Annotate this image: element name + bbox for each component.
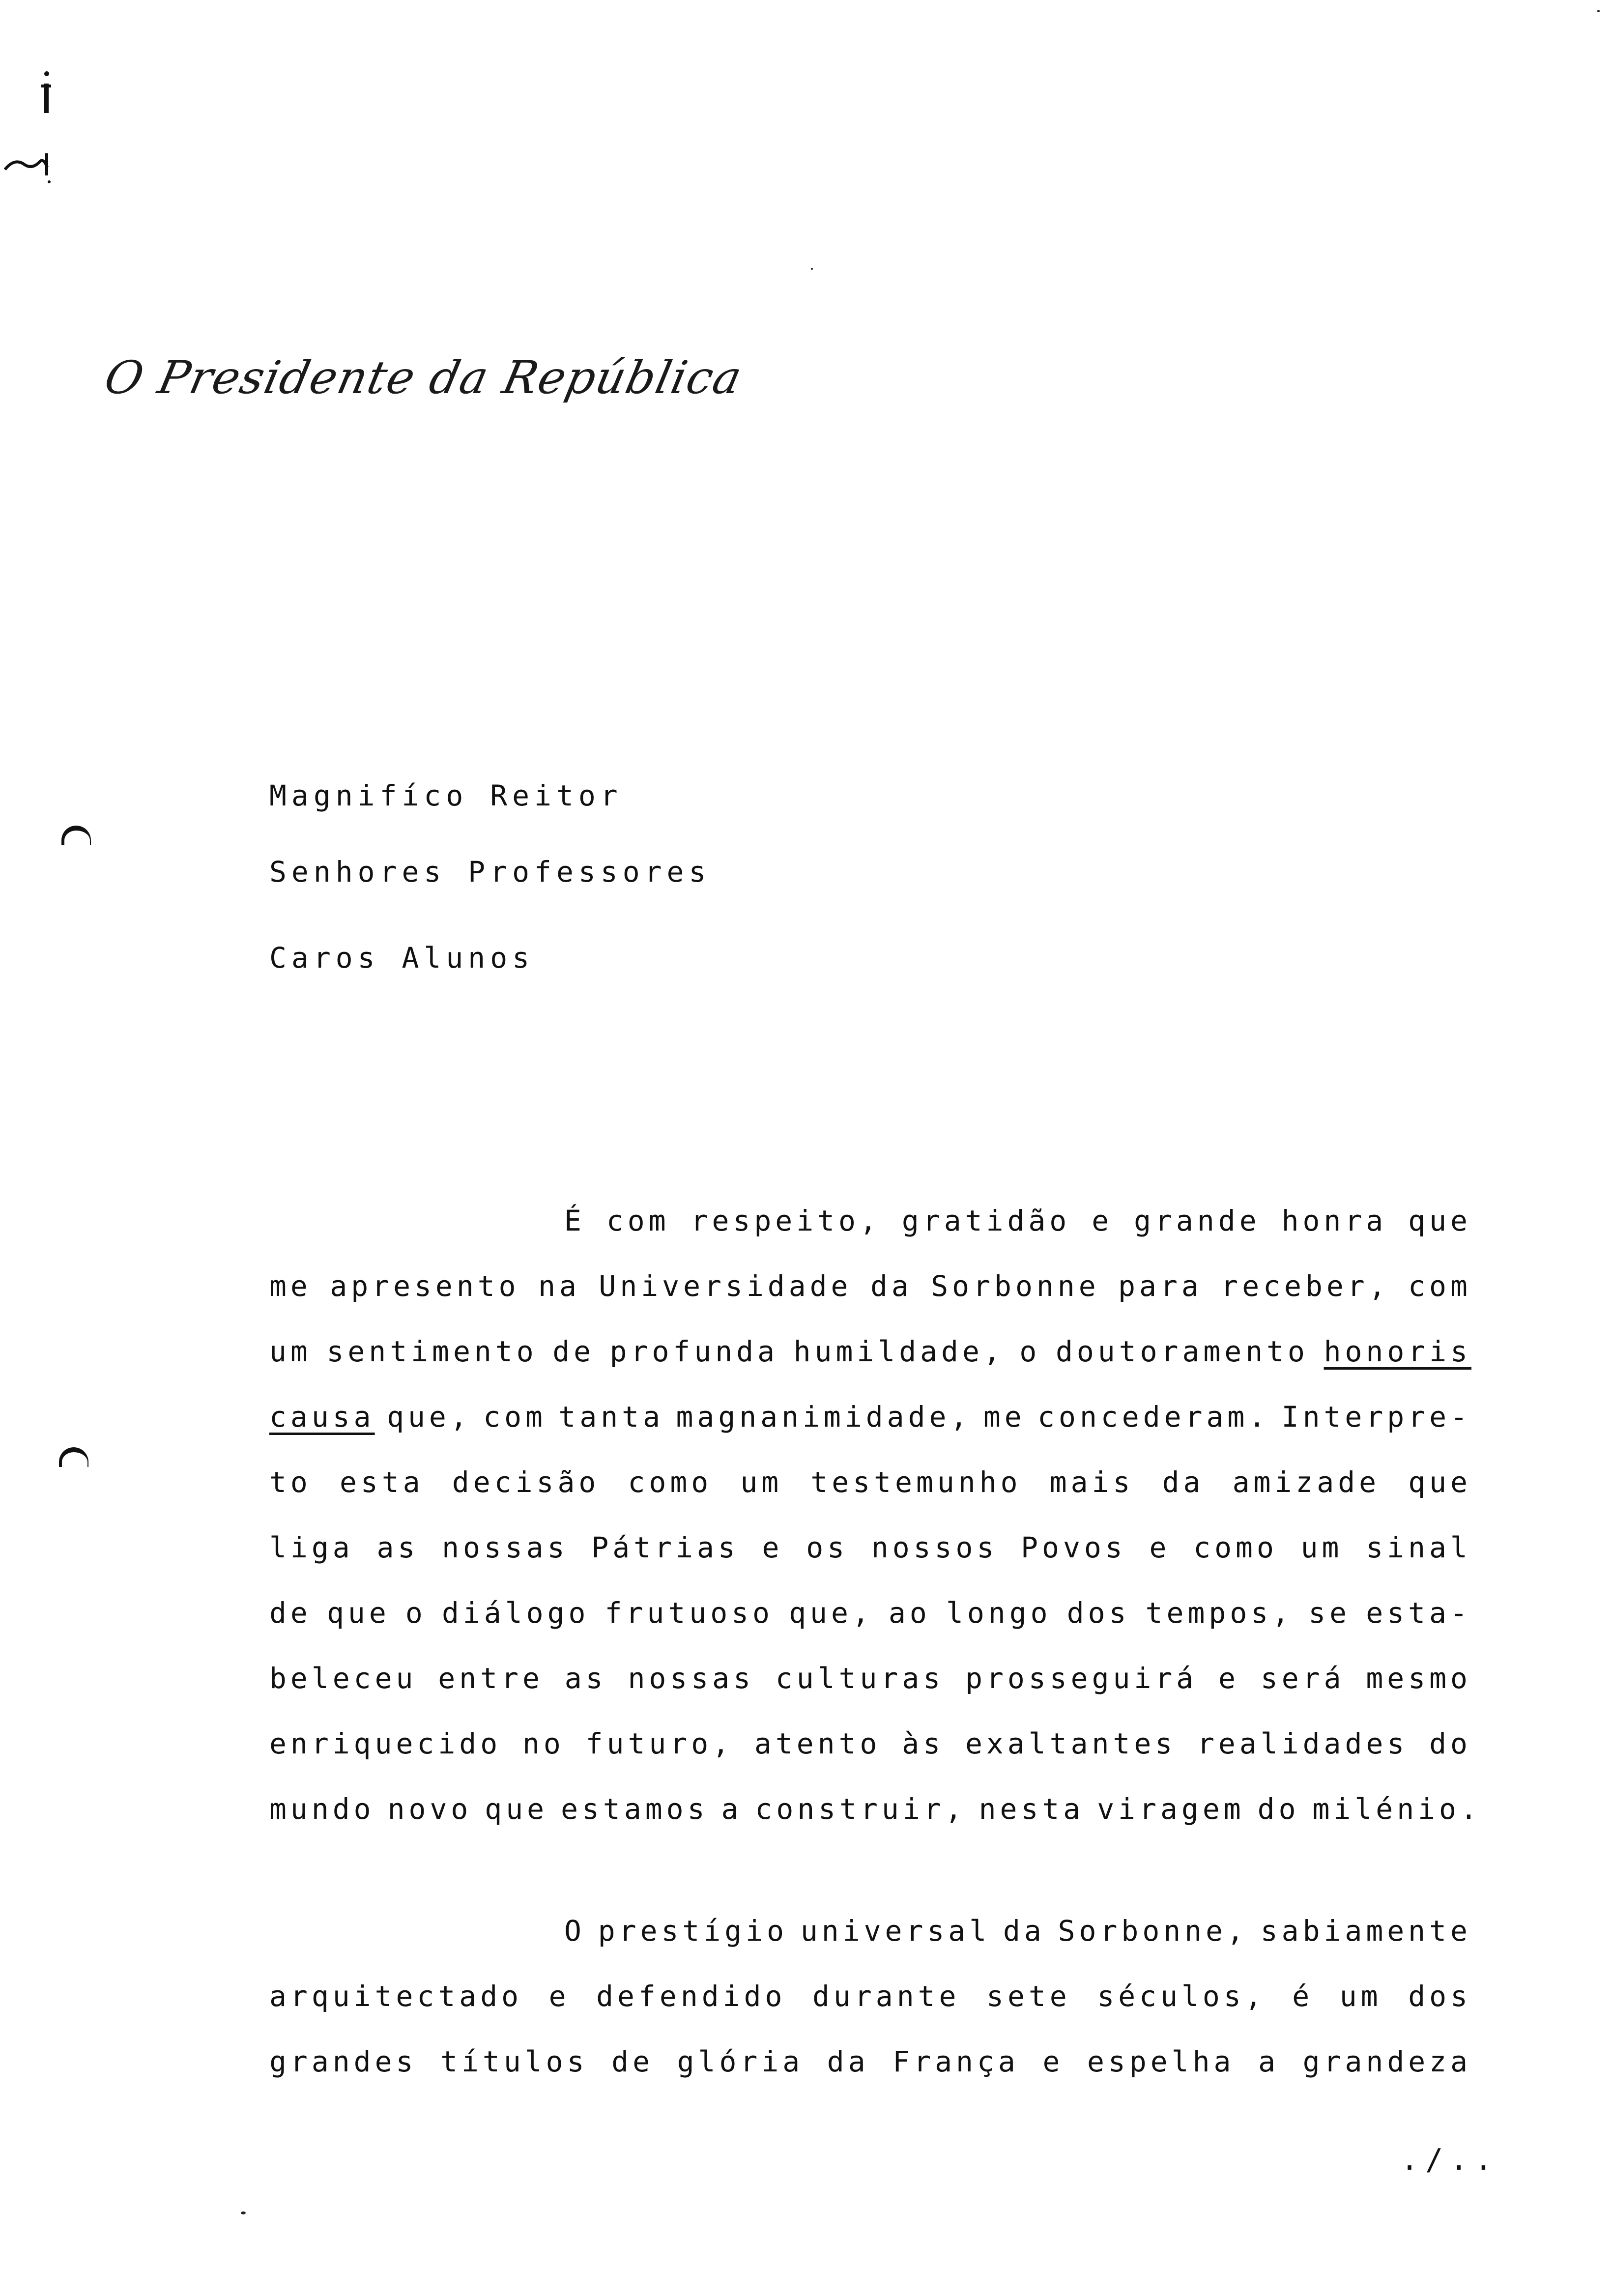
word: de [269, 1596, 312, 1630]
word: beleceu [269, 1662, 417, 1695]
word: arquitectado [269, 1980, 523, 2013]
text-line [564, 1204, 1471, 1237]
word: me [983, 1400, 1026, 1434]
word: como [628, 1465, 713, 1499]
word: liga [269, 1531, 354, 1564]
text-line [269, 1269, 1471, 1303]
word: receber, [1221, 1269, 1390, 1303]
word: concederam. [1037, 1400, 1270, 1434]
word: Universidade [599, 1269, 852, 1303]
word: dos [1408, 1980, 1471, 2013]
word: magnanimidade, [676, 1400, 972, 1434]
word: Sorbonne, [1058, 1914, 1248, 1948]
salutation-line: Magnifíco Reitor [269, 779, 623, 812]
word: e [548, 1980, 570, 2013]
text-line [269, 1792, 1481, 1826]
word: sabiamente [1260, 1914, 1471, 1948]
word: Pátrias [591, 1531, 739, 1564]
word: defendido [596, 1980, 786, 2013]
word: a [1258, 2045, 1279, 2078]
word: causa [269, 1400, 375, 1434]
word: culturas [775, 1662, 945, 1695]
word: enriquecido [269, 1727, 502, 1760]
word: do [1257, 1792, 1300, 1826]
word: que, [387, 1400, 471, 1434]
word: gratidão [901, 1204, 1071, 1237]
word: um [740, 1465, 783, 1499]
word: apresento [330, 1269, 520, 1303]
word: um [1339, 1980, 1382, 2013]
word: no [522, 1727, 565, 1760]
word: durante [812, 1980, 960, 2013]
word: mais [1049, 1465, 1134, 1499]
word: viragem [1097, 1792, 1245, 1826]
word: que [1408, 1204, 1471, 1237]
word: a [721, 1792, 743, 1826]
word: sinal [1366, 1531, 1471, 1564]
word: um [269, 1335, 312, 1368]
text-line [269, 1662, 1471, 1695]
salutation-line: Caros Alunos [269, 941, 535, 975]
word: nossos [871, 1531, 998, 1564]
word: mundo [269, 1792, 375, 1826]
word: com [483, 1400, 547, 1434]
word: espelha [1087, 2045, 1235, 2078]
word: frutuoso [604, 1596, 774, 1630]
word: que [485, 1792, 548, 1826]
salutation-line: Senhores Professores [269, 855, 711, 889]
word: prestígio [598, 1914, 788, 1948]
word: que [327, 1596, 390, 1630]
page-continuation-marker: ./.. [1401, 2143, 1499, 2177]
text-line [564, 1914, 1471, 1948]
word: humildade, [793, 1335, 1005, 1368]
word: França [892, 2045, 1019, 2078]
word: entre [438, 1662, 544, 1695]
punch-hole-mark [59, 1447, 88, 1467]
word: esta- [1366, 1596, 1471, 1630]
text-line [269, 1531, 1471, 1564]
word: grande [1134, 1204, 1261, 1237]
text-line [269, 1335, 1471, 1368]
scan-marks-icon [0, 64, 59, 192]
word: as [564, 1662, 607, 1695]
word: será [1260, 1662, 1345, 1695]
word: às [902, 1727, 945, 1760]
word: Povos [1021, 1531, 1126, 1564]
word: os [806, 1531, 849, 1564]
word: ao [888, 1596, 931, 1630]
word: se [1308, 1596, 1351, 1630]
word: o [405, 1596, 427, 1630]
word: grandeza [1302, 2045, 1471, 2078]
word: do [1429, 1727, 1471, 1760]
word: que, [789, 1596, 873, 1630]
word: sete [986, 1980, 1071, 2013]
word: tempos, [1145, 1596, 1294, 1630]
word: honra [1281, 1204, 1387, 1237]
word: com [606, 1204, 670, 1237]
word: com [1408, 1269, 1471, 1303]
word: da [1162, 1465, 1205, 1499]
word: respeito, [691, 1204, 881, 1237]
scan-speck [1597, 10, 1600, 12]
letterhead-title: O Presidente da República [100, 351, 748, 404]
word: longo [946, 1596, 1052, 1630]
word: nossas [628, 1662, 754, 1695]
word: da [1003, 1914, 1045, 1948]
word: glória [677, 2045, 804, 2078]
word: as [376, 1531, 419, 1564]
word: nossas [442, 1531, 569, 1564]
word: futuro, [585, 1727, 734, 1760]
corner-scan-marks [0, 64, 59, 192]
word: sentimento [326, 1335, 538, 1368]
text-line [269, 1465, 1471, 1499]
word: O [564, 1914, 585, 1948]
word: para [1118, 1269, 1203, 1303]
word: nesta [979, 1792, 1085, 1826]
text-line [269, 2045, 1471, 2078]
word: prosseguirá [965, 1662, 1198, 1695]
word: universal [800, 1914, 991, 1948]
punch-hole-mark [61, 826, 91, 845]
word: Interpre- [1281, 1400, 1471, 1434]
text-line [269, 1400, 1471, 1434]
text-line [269, 1596, 1471, 1630]
word: construir, [755, 1792, 966, 1826]
word: e [762, 1531, 783, 1564]
word: séculos, [1097, 1980, 1266, 2013]
word: realidades [1197, 1727, 1409, 1760]
word: milénio. [1312, 1792, 1481, 1826]
word: novo [387, 1792, 472, 1826]
word: da [870, 1269, 913, 1303]
word: o [1019, 1335, 1041, 1368]
word: to [269, 1465, 312, 1499]
text-line [269, 1980, 1471, 2013]
word: testemunho [810, 1465, 1022, 1499]
word: um [1300, 1531, 1343, 1564]
word: como [1193, 1531, 1278, 1564]
word: amizade [1232, 1465, 1381, 1499]
word: decisão [452, 1465, 600, 1499]
word: Sorbonne [931, 1269, 1100, 1303]
word: é [1292, 1980, 1314, 2013]
word: me [269, 1269, 312, 1303]
word: e [1218, 1662, 1239, 1695]
word: atento [754, 1727, 881, 1760]
word: estamos [561, 1792, 709, 1826]
word: esta [340, 1465, 424, 1499]
word: mesmo [1366, 1662, 1471, 1695]
word: de [611, 2045, 654, 2078]
word: honoris [1324, 1335, 1471, 1368]
word: que [1408, 1465, 1471, 1499]
word: É [564, 1204, 585, 1237]
word: e [1042, 2045, 1064, 2078]
scan-speck [241, 2211, 246, 2214]
word: exaltantes [965, 1727, 1177, 1760]
word: grandes [269, 2045, 417, 2078]
word: de [552, 1335, 595, 1368]
word: na [538, 1269, 580, 1303]
word: e [1149, 1531, 1171, 1564]
word: dos [1066, 1596, 1130, 1630]
scan-speck [811, 268, 813, 270]
word: títulos [440, 2045, 588, 2078]
word: da [827, 2045, 869, 2078]
word: tanta [558, 1400, 664, 1434]
word: e [1092, 1204, 1113, 1237]
word: diálogo [442, 1596, 590, 1630]
text-line [269, 1727, 1471, 1760]
word: doutoramento [1055, 1335, 1309, 1368]
word: profunda [609, 1335, 779, 1368]
